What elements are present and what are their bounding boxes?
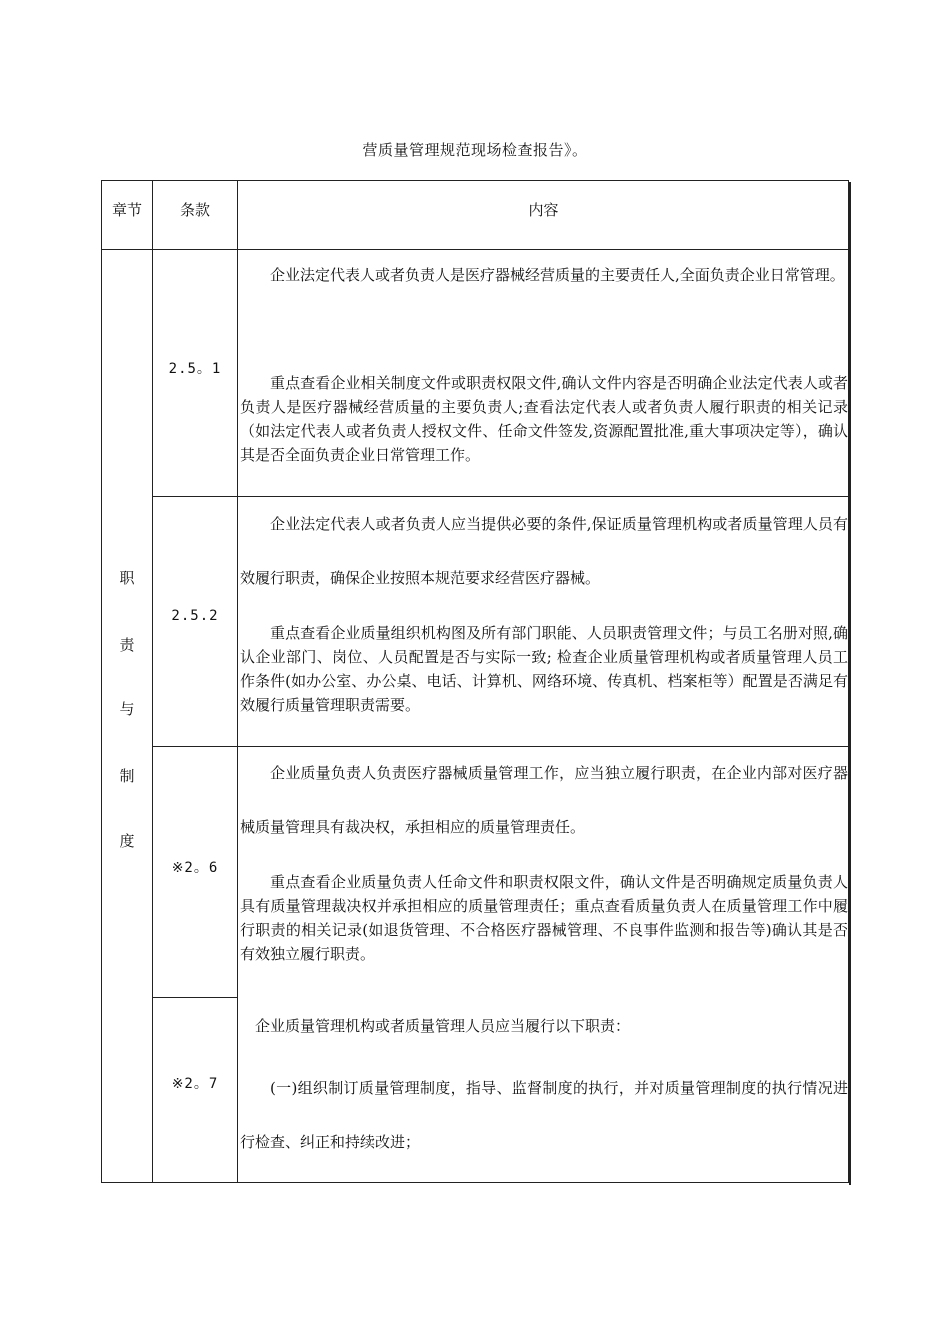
header-clause: 条款 (179, 201, 210, 219)
inspection-check-text: 重点查看企业相关制度文件或职责权限文件,确认文件内容是否明确企业法定代表人或者负责人是医疗器械经营质量的主要负责人;查看法定代表人或者负责人履行职责的相关记录（如法定代表人或者负责人授权文件、任命文件签发,资源配置批准,重大事项决定等），确认其是否全面负责企业日常管理工作。 (240, 374, 848, 464)
clause-number: 2.5.2 (171, 608, 219, 624)
inspection-check-text: 重点查看企业质量负责人任命文件和职责权限文件，确认文件是否明确规定质量负责人具有质量管理裁决权并承担相应的质量管理责任；重点查看质量负责人在质量管理工作中履行职责的相关记录(如退货管理、不合格医疗器械管理、不良事件监测和报告等)确认其是否有效独立履行职责。 (240, 873, 848, 963)
chapter-char-5: 度 (119, 832, 135, 850)
page-header-text: 营质量管理规范现场检查报告》。 (362, 141, 588, 159)
chapter-char-4: 制 (119, 767, 135, 785)
header-content: 内容 (528, 201, 559, 219)
clause-number: ※2。7 (171, 1076, 219, 1092)
requirement-text: 企业法定代表人或者负责人是医疗器械经营质量的主要责任人,全面负责企业日常管理。 (270, 266, 845, 284)
requirement-text: 企业质量负责人负责医疗器械质量管理工作，应当独立履行职责，在企业内部对医疗器械质量管理具有裁决权，承担相应的质量管理责任。 (240, 764, 848, 836)
requirement-text: 企业质量管理机构或者质量管理人员应当履行以下职责： (255, 1017, 631, 1035)
chapter-char-2: 责 (119, 636, 135, 654)
chapter-char-1: 职 (119, 569, 135, 587)
requirement-text: 企业法定代表人或者负责人应当提供必要的条件,保证质量管理机构或者质量管理人员有效履行职责，确保企业按照本规范要求经营医疗器械。 (240, 515, 848, 587)
header-chapter: 章节 (111, 201, 142, 219)
column-divider-chapter (152, 180, 153, 1183)
row-divider-3 (152, 997, 237, 998)
inspection-check-text: (一)组织制订质量管理制度，指导、监督制度的执行，并对质量管理制度的执行情况进行检查、纠正和持续改进； (240, 1079, 848, 1151)
clause-number: 2.5。1 (168, 361, 222, 377)
column-divider-clause (237, 180, 238, 1183)
clause-number: ※2。6 (171, 860, 219, 876)
table-right-border-shadow (849, 182, 851, 1185)
inspection-check-text: 重点查看企业质量组织机构图及所有部门职能、人员职责管理文件；与员工名册对照,确认企业部门、岗位、人员配置是否与实际一致; 检查企业质量管理机构或者质量管理人员工作条件(如办公室、办公桌、电话、计算机、网络环境、传真机、档案柜等）配置是否满足有效履行质量管理职责需要。 (240, 624, 848, 714)
chapter-char-3: 与 (119, 700, 135, 718)
